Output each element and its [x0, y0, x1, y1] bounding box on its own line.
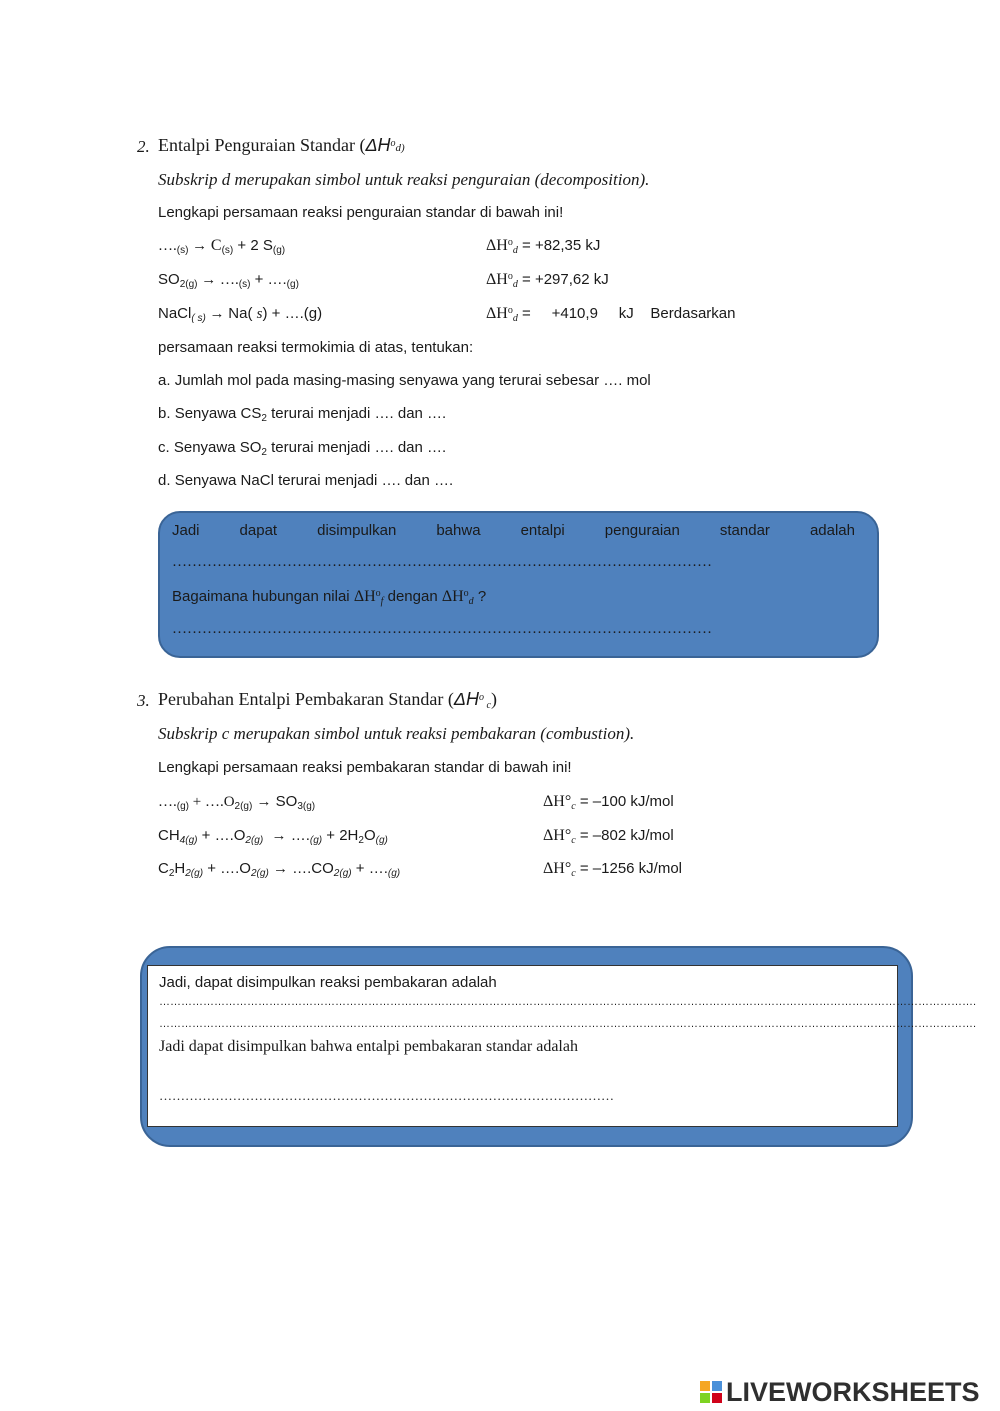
box2-answer-line-3[interactable]: …………………………………………………………………………………………… — [159, 1088, 614, 1103]
question-c: c. Senyawa $SO_2$ terurai menjadi …. dan …. — [158, 439, 447, 458]
liveworksheets-logo — [700, 1377, 980, 1407]
box2-answer-line-2[interactable]: ……………………………………………………………………………………………………………………………………………………………………………………………………. — [159, 1018, 977, 1030]
section-2-subtitle: Subskrip d merupakan simbol untuk reaksi penguraian (decomposition). — [158, 170, 650, 189]
decomposition-equation-2: $SO_{2(g)}$ → $\dots._{(s)}$ + $\dots._{(g)}$ — [158, 271, 299, 290]
section-2-instruction: Lengkapi persamaan reaksi penguraian standar di bawah ini! — [158, 204, 564, 221]
box1-answer-line-1[interactable]: ……………………………………………………………………………………………… — [172, 554, 712, 570]
section-2-number: 2. — [137, 137, 150, 156]
logo-square — [712, 1381, 722, 1391]
combustion-equation-1: $\dots._{(g)}$ + $\dots.O_{2(g)} \to SO_{3(g)}$ — [158, 793, 316, 812]
question-a: a. Jumlah mol pada masing-masing senyawa yang terurai sebesar …. mol — [158, 372, 651, 389]
logo-mark-icon — [700, 1381, 722, 1403]
logo-square — [712, 1393, 722, 1403]
combustion-enthalpy-2: $\Delta H^\circ_c = -802$ kJ/mol — [543, 827, 674, 846]
combustion-enthalpy-3: $\Delta H^\circ_c = -1256$ kJ/mol — [543, 860, 683, 879]
section-2-after-equations: persamaan reaksi termokimia di atas, tentukan: — [158, 339, 474, 356]
decomposition-enthalpy-1: $\Delta H^o_d = +82,35$ kJ — [486, 237, 601, 256]
box1-question: Bagaimana hubungan nilai $\Delta H^o_f$ dengan $\Delta H^o_d$ ? — [172, 588, 487, 607]
section-3-instruction: Lengkapi persamaan reaksi pembakaran standar di bawah ini! — [158, 759, 572, 776]
decomposition-enthalpy-3: $\Delta H^o_d$ = +410,9 kJ Berdasarkan — [486, 305, 736, 324]
combustion-equation-3: $C_2H_{2(g)}$ + $\dots.O_{2(g)}$ → $\dots.CO_{2(g)}$ + $\dots._{(g)}$ — [158, 860, 401, 879]
box2-conclusion-line-2: Jadi dapat disimpulkan bahwa entalpi pembakaran standar adalah — [159, 1038, 578, 1055]
section-3-subtitle: Subskrip c merupakan simbol untuk reaksi pembakaran (combustion). — [158, 724, 635, 743]
logo-square — [700, 1393, 710, 1403]
section-2-title: Entalpi Penguraian Standar $(\Delta H^od)$ — [158, 135, 405, 155]
combustion-equation-2: $CH_{4(g)}$ + $\dots.O_{2(g)}$ → $\dots._{(g)} + 2H_2O_{(g)}$ — [158, 827, 388, 846]
box2-conclusion-line-1: Jadi, dapat disimpulkan reaksi pembakaran adalah — [159, 974, 497, 991]
section-3-number: 3. — [137, 691, 150, 710]
question-d: d. Senyawa NaCl terurai menjadi …. dan …. — [158, 472, 454, 489]
box2-answer-line-1[interactable]: ……………………………………………………………………………………………………………………………………………………………………………………………………. — [159, 996, 977, 1008]
logo-text: LIVEWORKSHEETS — [726, 1376, 980, 1407]
decomposition-equation-1: $\dots._{(s)} \to C_{(s)} + 2$ $S_{(g)}$ — [158, 237, 286, 256]
box1-conclusion-line: Jadi dapat disimpulkan bahwa entalpi penguraian standar adalah — [172, 522, 855, 539]
logo-square — [700, 1381, 710, 1391]
decomposition-enthalpy-2: $\Delta H^o_d = +297,62$ kJ — [486, 271, 609, 290]
box1-answer-line-2[interactable]: ……………………………………………………………………………………………… — [172, 621, 712, 637]
section-3-title: Perubahan Entalpi Pembakaran Standar ($\Delta H^o$ $_c$) — [158, 689, 497, 711]
decomposition-equation-3: NaCl$_{( s)}$ → Na( s) + ….(g) — [158, 305, 323, 324]
combustion-enthalpy-1: $\Delta H^\circ_c = -100$ kJ/mol — [543, 793, 674, 812]
question-b: b. Senyawa $CS_2$ terurai menjadi …. dan …. — [158, 405, 447, 424]
